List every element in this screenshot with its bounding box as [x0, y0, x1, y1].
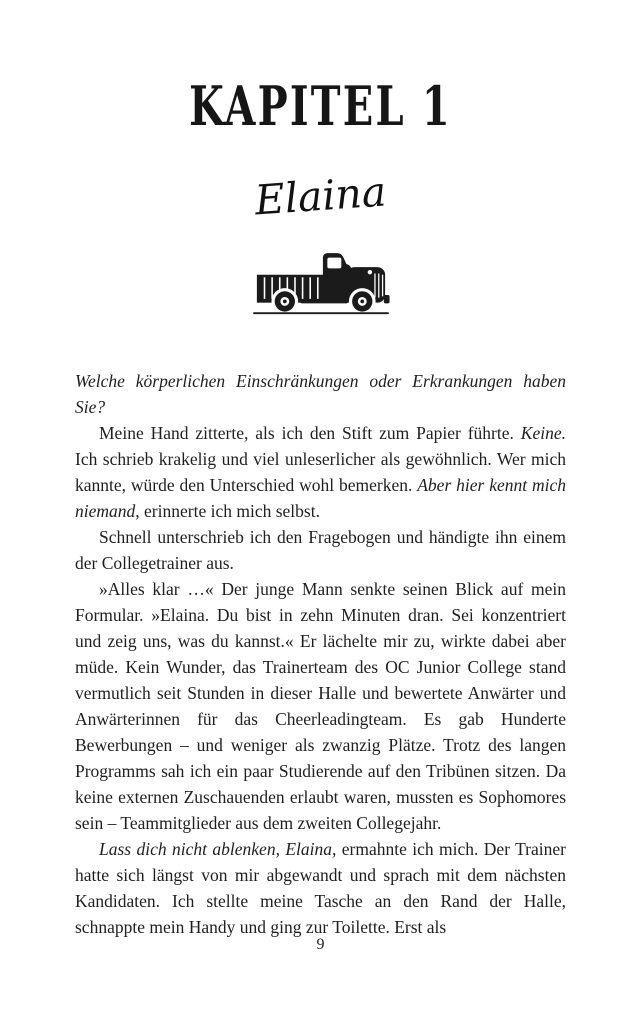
page-number: 9 [316, 936, 325, 953]
paragraph [75, 368, 566, 420]
text-segment: Welche körperlichen Einschränkungen oder Erkrankungen haben Sie? [75, 371, 566, 417]
paragraph [75, 576, 566, 836]
text-segment: Lass dich nicht ablenken, Elaina [99, 839, 332, 859]
text-segment: Keine. [520, 423, 566, 443]
chapter-title: KAPITEL 1 [189, 74, 452, 138]
pickup-truck-illustration [248, 248, 394, 318]
paragraph [75, 420, 566, 524]
text-segment: , ermahnte ich mich. Der Trainer hatte sich längst von mir abgewandt und sprach mit dem nächsten Kandidaten. Ich stellte meine Tasche an den Rand der Halle, schnappte mein Handy und ging zur Toilette. Erst als [75, 839, 566, 937]
text-segment: Meine Hand zitterte, als ich den Stift zum Papier führte. [99, 423, 521, 443]
chapter-illustration-container [75, 248, 566, 320]
paragraph [75, 836, 566, 940]
text-segment: Aber hier kennt mich niemand [75, 475, 566, 521]
body-text [75, 368, 566, 940]
paragraph [75, 524, 566, 576]
text-segment: Ich schrieb krakelig und viel unleserlicher als gewöhnlich. Wer mich kannte, würde den Unterschied wohl bemerken. [75, 449, 566, 495]
text-segment: »Alles klar …« Der junge Mann senkte seinen Blick auf mein Formular. »Elaina. Du bist in zehn Minuten dran. Sei konzentriert und zeig uns, was du kannst.« Er lächelte mir zu, wirkte dabei aber müde. Kein Wunder, das Trainerteam des OC Junior College stand vermutlich seit Stunden in dieser Halle und bewertete Anwärter und Anwärterinnen für das Cheerleadingteam. Es gab Hunderte Bewerbungen – und weniger als zwanzig Plätze. Trotz des langen Programms sah ich ein paar Studierende auf den Tribünen sitzen. Da keine externen Zuschauenden erlaubt waren, mussten es Sophomores sein – Teammitglieder aus dem zweiten Collegejahr. [75, 579, 566, 833]
chapter-subtitle-script: Elaina [253, 167, 388, 225]
text-segment: Schnell unterschrieb ich den Fragebogen und händigte ihn einem der Collegetrainer aus. [75, 527, 566, 573]
text-segment: , erinnerte ich mich selbst. [135, 501, 320, 521]
